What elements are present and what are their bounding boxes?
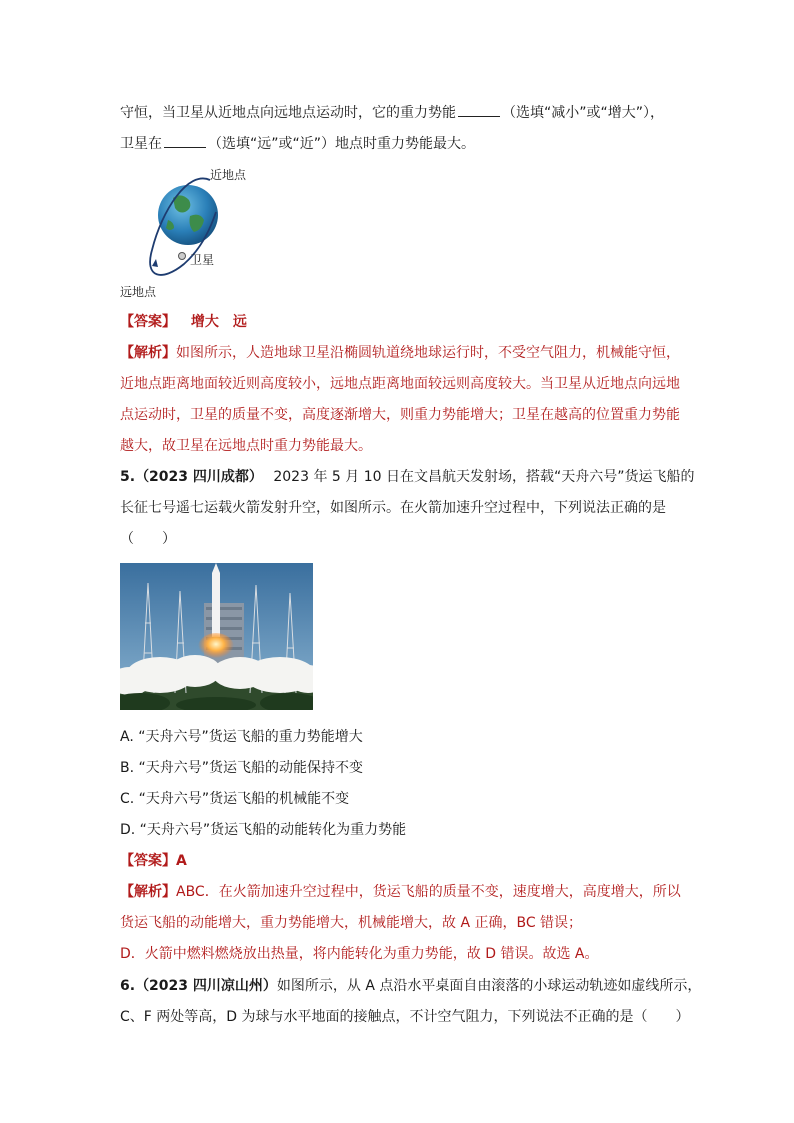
q4-analysis-text-1: 如图所示，人造地球卫星沿椭圆轨道绕地球运行时，不受空气阻力，机械能守恒， bbox=[176, 345, 680, 361]
label-far-point: 远地点 bbox=[120, 285, 157, 299]
answer-tag: 【答案】 bbox=[120, 853, 176, 869]
q5-answer-text: A bbox=[176, 853, 187, 869]
q5-stem-line-1 bbox=[120, 467, 695, 487]
q4-analysis-line-4: 越大，故卫星在远地点时重力势能最大。 bbox=[120, 438, 372, 454]
q4-answer-line bbox=[120, 312, 690, 332]
q4-analysis-line-2: 近地点距离地面较近则高度较小，远地点距离地面较远则高度较大。当卫星从近地点向远地 bbox=[120, 376, 680, 392]
q6-number: 6. bbox=[120, 978, 136, 994]
orbit-arrow-icon bbox=[152, 259, 158, 267]
q5-option-b[interactable]: B. “天舟六号”货运飞船的动能保持不变 bbox=[120, 760, 364, 776]
q5-stem-text-1: 2023 年 5 月 10 日在文昌航天发射场，搭载“天舟六号”货运飞船的 bbox=[273, 469, 695, 485]
q4-analysis-line-1 bbox=[120, 343, 690, 363]
rocket-launch-photo bbox=[120, 563, 313, 710]
q5-option-d[interactable]: D. “天舟六号”货运飞船的动能转化为重力势能 bbox=[120, 822, 407, 838]
q4-stem-text-2-tail: （选填“远”或“近”）地点时重力势能最大。 bbox=[208, 136, 476, 152]
answer-blank-1[interactable] bbox=[458, 104, 500, 117]
q5-analysis-line-1 bbox=[120, 882, 690, 902]
q4-analysis-line-3: 点运动时，卫星的质量不变，高度逐渐增大，则重力势能增大；卫星在越高的位置重力势能 bbox=[120, 407, 680, 423]
q5-source: （2023 四川成都） bbox=[135, 469, 263, 485]
q5-number: 5. bbox=[120, 469, 136, 485]
q5-analysis-text-1: ABC．在火箭加速升空过程中，货运飞船的质量不变，速度增大，高度增大，所以 bbox=[176, 884, 681, 900]
q5-answer-line bbox=[120, 851, 690, 871]
q4-stem-text-1: 守恒，当卫星从近地点向远地点运动时，它的重力势能 bbox=[120, 105, 456, 121]
label-satellite: 卫星 bbox=[190, 253, 215, 267]
analysis-tag: 【解析】 bbox=[120, 884, 176, 900]
q5-stem-line-2: 长征七号遥七运载火箭发射升空，如图所示。在火箭加速升空过程中，下列说法正确的是 bbox=[120, 500, 666, 516]
analysis-tag: 【解析】 bbox=[120, 345, 176, 361]
q4-stem-line-2 bbox=[120, 134, 690, 154]
q6-source: （2023 四川凉山州） bbox=[135, 978, 277, 994]
satellite-icon bbox=[179, 253, 186, 260]
q5-analysis-line-2: 货运飞船的动能增大，重力势能增大，机械能增大，故 A 正确，BC 错误； bbox=[120, 915, 583, 931]
q4-stem-line-1 bbox=[120, 103, 690, 123]
label-near-point: 近地点 bbox=[210, 168, 247, 182]
q4-stem-text-2-head: 卫星在 bbox=[120, 136, 162, 152]
q4-answer-text: 增大 远 bbox=[190, 314, 247, 330]
q5-option-c[interactable]: C. “天舟六号”货运飞船的机械能不变 bbox=[120, 791, 350, 807]
earth-icon bbox=[158, 185, 218, 245]
answer-tag: 【答案】 bbox=[120, 314, 176, 330]
rocket-icon bbox=[212, 573, 220, 637]
q5-stem-line-3: （ ） bbox=[120, 531, 176, 547]
answer-blank-2[interactable] bbox=[164, 135, 206, 148]
q6-stem-line-2: C、F 两处等高，D 为球与水平地面的接触点，不计空气阻力，下列说法不正确的是（ ） bbox=[120, 1009, 690, 1025]
q5-option-a[interactable]: A. “天舟六号”货运飞船的重力势能增大 bbox=[120, 729, 363, 745]
q5-analysis-line-3: D．火箭中燃料燃烧放出热量，将内能转化为重力势能，故 D 错误。故选 A。 bbox=[120, 946, 599, 962]
q6-stem-text-1: 如图所示，从 A 点沿水平桌面自由滚落的小球运动轨迹如虚线所示， bbox=[276, 978, 702, 994]
q4-stem-text-1-tail: （选填“减小”或“增大”）， bbox=[502, 105, 665, 121]
q6-stem-line-1 bbox=[120, 976, 702, 996]
